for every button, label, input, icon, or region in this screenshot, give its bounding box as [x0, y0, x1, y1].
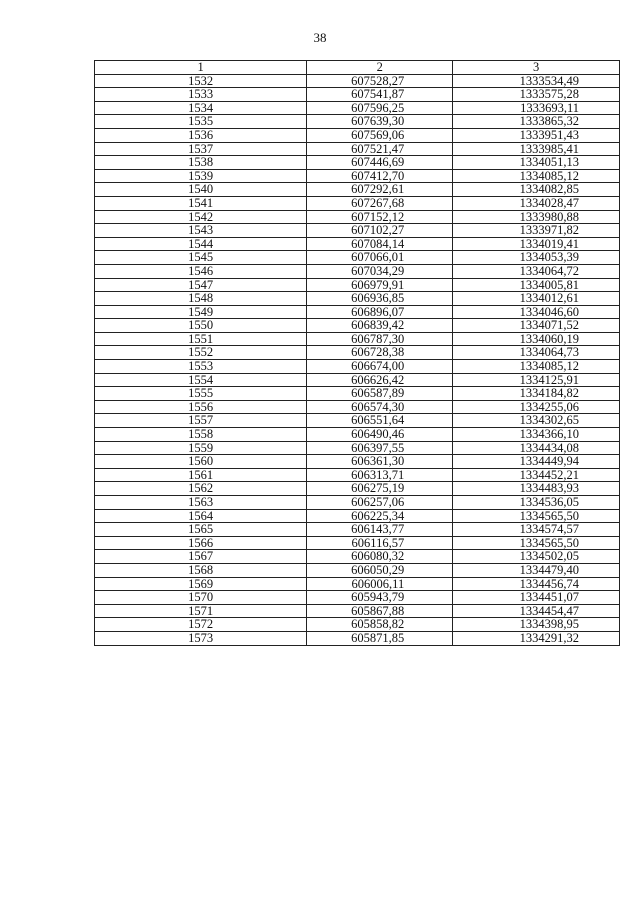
point-number-cell: 1539	[95, 169, 307, 183]
point-number-cell: 1561	[95, 468, 307, 482]
table-row	[95, 278, 620, 292]
table-row	[95, 88, 620, 102]
page-number: 38	[313, 30, 327, 45]
y-coordinate-cell: 1334536,05	[453, 496, 620, 510]
point-number-cell: 1543	[95, 224, 307, 238]
point-number-cell: 1546	[95, 264, 307, 278]
x-coordinate-cell: 607596,25	[307, 101, 453, 115]
table-row	[95, 536, 620, 550]
x-coordinate-cell: 607102,27	[307, 224, 453, 238]
x-coordinate-cell: 607084,14	[307, 237, 453, 251]
y-coordinate-cell: 1334451,07	[453, 591, 620, 605]
point-number-cell: 1547	[95, 278, 307, 292]
table-row	[95, 577, 620, 591]
y-coordinate-cell: 1333971,82	[453, 224, 620, 238]
x-coordinate-cell: 607034,29	[307, 264, 453, 278]
table-row	[95, 169, 620, 183]
x-coordinate-cell: 606839,42	[307, 319, 453, 333]
point-number-cell: 1573	[95, 631, 307, 645]
point-number-cell: 1569	[95, 577, 307, 591]
table-row	[95, 196, 620, 210]
table-row	[95, 441, 620, 455]
x-coordinate-cell: 606674,00	[307, 360, 453, 374]
y-coordinate-cell: 1334125,91	[453, 373, 620, 387]
y-coordinate-cell: 1334479,40	[453, 563, 620, 577]
table-row	[95, 264, 620, 278]
y-coordinate-cell: 1334483,93	[453, 482, 620, 496]
x-coordinate-cell: 607152,12	[307, 210, 453, 224]
y-coordinate-cell: 1334060,19	[453, 332, 620, 346]
table-row	[95, 496, 620, 510]
table-row	[95, 387, 620, 401]
table-row	[95, 183, 620, 197]
x-coordinate-cell: 606361,30	[307, 455, 453, 469]
point-number-cell: 1536	[95, 128, 307, 142]
y-coordinate-cell: 1334452,21	[453, 468, 620, 482]
x-coordinate-cell: 606551,64	[307, 414, 453, 428]
table-row	[95, 128, 620, 142]
x-coordinate-cell: 606936,85	[307, 292, 453, 306]
y-coordinate-cell: 1334053,39	[453, 251, 620, 265]
point-number-cell: 1550	[95, 319, 307, 333]
y-coordinate-cell: 1334046,60	[453, 305, 620, 319]
x-coordinate-cell: 605867,88	[307, 604, 453, 618]
x-coordinate-cell: 606275,19	[307, 482, 453, 496]
y-coordinate-cell: 1334064,73	[453, 346, 620, 360]
y-coordinate-cell: 1334019,41	[453, 237, 620, 251]
y-coordinate-cell: 1334456,74	[453, 577, 620, 591]
point-number-cell: 1532	[95, 74, 307, 88]
table-body	[95, 74, 620, 645]
table-row	[95, 360, 620, 374]
table-row	[95, 332, 620, 346]
table-row	[95, 210, 620, 224]
table-row	[95, 631, 620, 645]
point-number-cell: 1556	[95, 400, 307, 414]
point-number-cell: 1568	[95, 563, 307, 577]
y-coordinate-cell: 1334565,50	[453, 509, 620, 523]
point-number-cell: 1563	[95, 496, 307, 510]
column-header-2: 2	[307, 61, 453, 75]
point-number-cell: 1533	[95, 88, 307, 102]
x-coordinate-cell: 606050,29	[307, 563, 453, 577]
point-number-cell: 1572	[95, 618, 307, 632]
point-number-cell: 1555	[95, 387, 307, 401]
y-coordinate-cell: 1334366,10	[453, 428, 620, 442]
table-row	[95, 292, 620, 306]
x-coordinate-cell: 606896,07	[307, 305, 453, 319]
y-coordinate-cell: 1333865,32	[453, 115, 620, 129]
y-coordinate-cell: 1334051,13	[453, 156, 620, 170]
table-row	[95, 156, 620, 170]
y-coordinate-cell: 1334302,65	[453, 414, 620, 428]
point-number-cell: 1537	[95, 142, 307, 156]
point-number-cell: 1560	[95, 455, 307, 469]
y-coordinate-cell: 1334255,06	[453, 400, 620, 414]
x-coordinate-cell: 605943,79	[307, 591, 453, 605]
x-coordinate-cell: 605858,82	[307, 618, 453, 632]
point-number-cell: 1571	[95, 604, 307, 618]
y-coordinate-cell: 1333985,41	[453, 142, 620, 156]
x-coordinate-cell: 607066,01	[307, 251, 453, 265]
y-coordinate-cell: 1334085,12	[453, 169, 620, 183]
table-row	[95, 468, 620, 482]
y-coordinate-cell: 1334574,57	[453, 523, 620, 537]
y-coordinate-cell: 1334434,08	[453, 441, 620, 455]
y-coordinate-cell: 1334082,85	[453, 183, 620, 197]
x-coordinate-cell: 606626,42	[307, 373, 453, 387]
table-row	[95, 550, 620, 564]
point-number-cell: 1557	[95, 414, 307, 428]
y-coordinate-cell: 1334012,61	[453, 292, 620, 306]
table-row	[95, 74, 620, 88]
point-number-cell: 1570	[95, 591, 307, 605]
x-coordinate-cell: 606313,71	[307, 468, 453, 482]
point-number-cell: 1549	[95, 305, 307, 319]
y-coordinate-cell: 1333980,88	[453, 210, 620, 224]
point-number-cell: 1542	[95, 210, 307, 224]
y-coordinate-cell: 1334502,05	[453, 550, 620, 564]
point-number-cell: 1552	[95, 346, 307, 360]
x-coordinate-cell: 607292,61	[307, 183, 453, 197]
table-row	[95, 101, 620, 115]
x-coordinate-cell: 606080,32	[307, 550, 453, 564]
point-number-cell: 1564	[95, 509, 307, 523]
y-coordinate-cell: 1334028,47	[453, 196, 620, 210]
point-number-cell: 1565	[95, 523, 307, 537]
x-coordinate-cell: 607412,70	[307, 169, 453, 183]
table-row	[95, 455, 620, 469]
point-number-cell: 1553	[95, 360, 307, 374]
x-coordinate-cell: 606116,57	[307, 536, 453, 550]
x-coordinate-cell: 606787,30	[307, 332, 453, 346]
table-row	[95, 414, 620, 428]
x-coordinate-cell: 605871,85	[307, 631, 453, 645]
point-number-cell: 1562	[95, 482, 307, 496]
x-coordinate-cell: 606225,34	[307, 509, 453, 523]
coordinates-table	[94, 60, 620, 646]
column-header-3: 3	[453, 61, 620, 75]
y-coordinate-cell: 1334071,52	[453, 319, 620, 333]
y-coordinate-cell: 1334565,50	[453, 536, 620, 550]
table-header-row	[95, 61, 620, 75]
table-row	[95, 618, 620, 632]
table-row	[95, 346, 620, 360]
point-number-cell: 1538	[95, 156, 307, 170]
table-row	[95, 319, 620, 333]
table-row	[95, 142, 620, 156]
table-row	[95, 604, 620, 618]
table-row	[95, 305, 620, 319]
x-coordinate-cell: 607521,47	[307, 142, 453, 156]
point-number-cell: 1558	[95, 428, 307, 442]
x-coordinate-cell: 607446,69	[307, 156, 453, 170]
table-row	[95, 563, 620, 577]
column-header-1: 1	[95, 61, 307, 75]
x-coordinate-cell: 607528,27	[307, 74, 453, 88]
y-coordinate-cell: 1333693,11	[453, 101, 620, 115]
y-coordinate-cell: 1334398,95	[453, 618, 620, 632]
x-coordinate-cell: 606979,91	[307, 278, 453, 292]
table-row	[95, 373, 620, 387]
point-number-cell: 1541	[95, 196, 307, 210]
table-row	[95, 523, 620, 537]
y-coordinate-cell: 1334085,12	[453, 360, 620, 374]
x-coordinate-cell: 607541,87	[307, 88, 453, 102]
point-number-cell: 1535	[95, 115, 307, 129]
y-coordinate-cell: 1334184,82	[453, 387, 620, 401]
point-number-cell: 1566	[95, 536, 307, 550]
y-coordinate-cell: 1334064,72	[453, 264, 620, 278]
x-coordinate-cell: 607569,06	[307, 128, 453, 142]
point-number-cell: 1545	[95, 251, 307, 265]
table-row	[95, 251, 620, 265]
table-row	[95, 428, 620, 442]
y-coordinate-cell: 1333951,43	[453, 128, 620, 142]
y-coordinate-cell: 1334005,81	[453, 278, 620, 292]
x-coordinate-cell: 607267,68	[307, 196, 453, 210]
table-row	[95, 115, 620, 129]
table-row	[95, 400, 620, 414]
y-coordinate-cell: 1333534,49	[453, 74, 620, 88]
table-row	[95, 509, 620, 523]
y-coordinate-cell: 1333575,28	[453, 88, 620, 102]
point-number-cell: 1567	[95, 550, 307, 564]
point-number-cell: 1554	[95, 373, 307, 387]
y-coordinate-cell: 1334291,32	[453, 631, 620, 645]
x-coordinate-cell: 606728,38	[307, 346, 453, 360]
point-number-cell: 1540	[95, 183, 307, 197]
x-coordinate-cell: 606587,89	[307, 387, 453, 401]
table-row	[95, 237, 620, 251]
x-coordinate-cell: 606490,46	[307, 428, 453, 442]
x-coordinate-cell: 606257,06	[307, 496, 453, 510]
point-number-cell: 1551	[95, 332, 307, 346]
point-number-cell: 1544	[95, 237, 307, 251]
y-coordinate-cell: 1334449,94	[453, 455, 620, 469]
x-coordinate-cell: 606143,77	[307, 523, 453, 537]
table-row	[95, 591, 620, 605]
x-coordinate-cell: 606397,55	[307, 441, 453, 455]
x-coordinate-cell: 606574,30	[307, 400, 453, 414]
x-coordinate-cell: 606006,11	[307, 577, 453, 591]
table-row	[95, 482, 620, 496]
point-number-cell: 1534	[95, 101, 307, 115]
y-coordinate-cell: 1334454,47	[453, 604, 620, 618]
x-coordinate-cell: 607639,30	[307, 115, 453, 129]
point-number-cell: 1548	[95, 292, 307, 306]
point-number-cell: 1559	[95, 441, 307, 455]
table-row	[95, 224, 620, 238]
